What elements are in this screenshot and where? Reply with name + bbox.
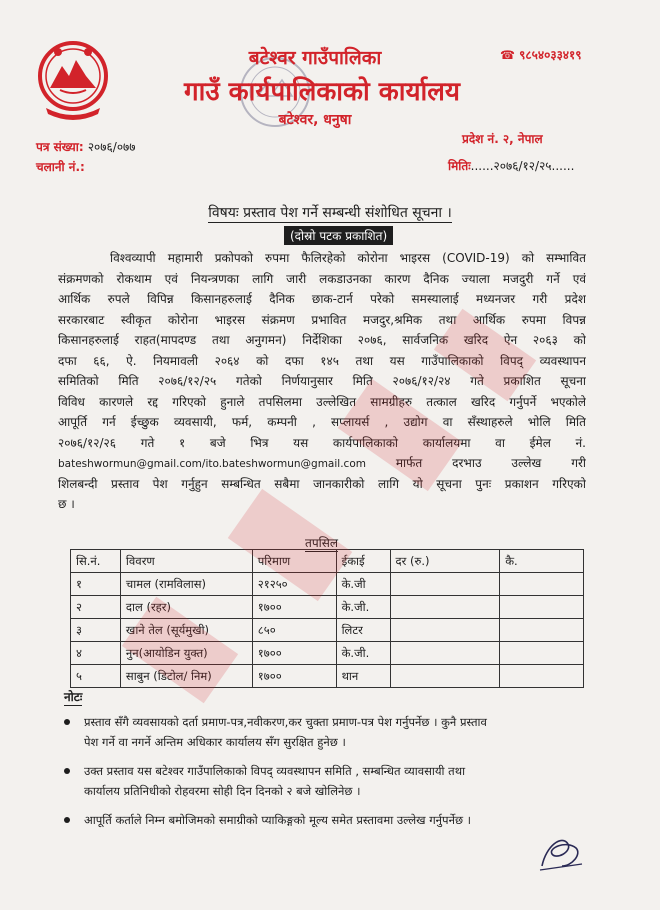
cell-description: साबुन (डिटोल/ निम) <box>120 665 252 688</box>
body-line: समितिको मिति २०७६/१२/२५ गतेको निर्णयानुसार मिति २०७६/१२/२४ गते प्रकाशित सूचना <box>58 374 586 388</box>
col-header-description: विवरण <box>120 550 252 573</box>
body-line: छ । <box>58 497 75 511</box>
notes-label: नोटः <box>64 690 83 704</box>
col-header-quantity: परिमाण <box>252 550 336 573</box>
cell-remarks <box>500 596 584 619</box>
subject-text: विषयः प्रस्ताव पेश गर्ने सम्बन्धी संशोधित सूचना । <box>208 205 452 221</box>
cell-quantity: १७०० <box>252 642 336 665</box>
cell-remarks <box>500 642 584 665</box>
patra-sankhya <box>36 138 136 155</box>
municipality-name: बटेश्वर गाउँपालिका <box>248 47 382 69</box>
cell-quantity: २१२५० <box>252 573 336 596</box>
items-table <box>70 549 584 688</box>
cell-serial: १ <box>71 573 121 596</box>
cell-serial: २ <box>71 596 121 619</box>
table-row <box>71 573 584 596</box>
cell-unit: के.जी. <box>336 596 390 619</box>
note-item <box>62 712 582 752</box>
cell-rate <box>390 619 500 642</box>
table-row <box>71 596 584 619</box>
cell-unit: लिटर <box>336 619 390 642</box>
col-header-serial: सि.नं. <box>71 550 121 573</box>
body-line: आपूर्ति गर्न ईच्छुक व्यवसायी, फर्म, कम्पनी , सप्लायर्स , उद्योग वा सँस्थाहरुले भोलि मिति <box>58 415 586 429</box>
chalani-label: चलानी नं.: <box>36 160 85 174</box>
cell-rate <box>390 642 500 665</box>
miti-label: मितिः <box>448 159 471 173</box>
bullet-icon <box>64 719 70 725</box>
office-name: गाउँ कार्यपालिकाको कार्यालय <box>184 77 460 107</box>
cell-remarks <box>500 665 584 688</box>
cell-unit: के.जी <box>336 573 390 596</box>
cell-remarks <box>500 619 584 642</box>
cell-description: खाने तेल (सूर्यमुखी) <box>120 619 252 642</box>
date <box>448 157 574 174</box>
body-line: २०७६/१२/२६ गते १ बजे भित्र यस कार्यपालिकाको कार्यालयमा वा ईमेल नं. <box>58 435 586 450</box>
note-line: पेश गर्ने वा नगर्ने अन्तिम अधिकार कार्यालय सँग सुरक्षित हुनेछ । <box>84 735 346 749</box>
patra-value: २०७६/०७७ <box>87 140 136 154</box>
cell-quantity: १७०० <box>252 665 336 688</box>
cell-rate <box>390 596 500 619</box>
body-line: किसानहरुलाई राहत(मापदण्ड तथा अनुगमन) निर्देशिका २०७६, सार्वजनिक खरिद ऐन २०६३ को <box>58 333 586 347</box>
notes-list <box>62 712 582 839</box>
email-addresses: bateshwormun@gmail.com/ito.bateshwormun@gmail.com <box>58 458 366 470</box>
patra-label: पत्र संख्या: <box>36 140 84 154</box>
col-header-unit: ईकाई <box>336 550 390 573</box>
table-caption: तपसिल <box>305 536 339 550</box>
cell-quantity: ८५० <box>252 619 336 642</box>
note-item <box>62 761 582 801</box>
cell-description: नुन(आयोडिन युक्त) <box>120 642 252 665</box>
cell-description: दाल (रहर) <box>120 596 252 619</box>
province-name: प्रदेश नं. २, नेपाल <box>462 132 543 146</box>
body-line-email <box>58 453 586 474</box>
cell-unit: थान <box>336 665 390 688</box>
bullet-icon <box>64 768 70 774</box>
body-line: विश्वव्यापी महामारी प्रकोपको रुपमा फैलिरहेको कोरोना भाइरस (COVID-19) को सम्भावित <box>110 251 586 265</box>
notice-body <box>58 248 586 515</box>
body-line: सरकारबाट स्वीकृत कोरोना भाइरस संक्रमण प्रभावित मजदुर,श्रमिक तथा आर्थिक रुपमा विपन्न <box>58 312 586 327</box>
bullet-icon <box>64 817 70 823</box>
cell-rate <box>390 573 500 596</box>
cell-serial: ३ <box>71 619 121 642</box>
note-line: प्रस्ताव सँगै व्यवसायको दर्ता प्रमाण-पत्र,नवीकरण,कर चुक्ता प्रमाण-पत्र पेश गर्नुपर्नेछ । कुनै प्रस्ताव <box>84 715 487 729</box>
col-header-remarks: कै. <box>500 550 584 573</box>
body-line: संक्रमणको रोकथाम एवं नियन्त्रणका लागि जारी लकडाउनका कारण दैनिक ज्याला मजदुरी गर्ने एवं <box>58 271 586 286</box>
cell-serial: ५ <box>71 665 121 688</box>
publication-note: (दोस्रो पटक प्रकाशित) <box>284 226 393 245</box>
cell-unit: के.जी. <box>336 642 390 665</box>
table-row <box>71 642 584 665</box>
phone-number: ☎ ९८५४०३३४१९ <box>500 48 582 62</box>
subject-line <box>0 203 660 222</box>
cell-description: चामल (रामविलास) <box>120 573 252 596</box>
cell-quantity: १७०० <box>252 596 336 619</box>
cell-rate <box>390 665 500 688</box>
body-line: शिलबन्दी प्रस्ताव पेश गर्नुहुन सम्बन्धित सबैमा जानकारीको लागि यो सूचना पुनः प्रकाशन गरिएको <box>58 476 586 491</box>
note-item <box>62 810 582 830</box>
email-line-rest: मार्फत दरभाउ उल्लेख गरी <box>395 456 586 470</box>
table-row <box>71 619 584 642</box>
signature-icon <box>532 826 588 878</box>
nepal-emblem-icon <box>38 36 108 124</box>
body-line: आर्थिक रुपले विपिन्न किसानहरुलाई दैनिक छाक-टार्न परेको समस्यालाई मध्यनजर गरी प्रदेश <box>58 292 586 306</box>
body-line: दफा ६६, ऐ. नियमावली २०६४ को दफा १४५ तथा यस गाउँपालिकाको विपद् व्यवस्थापन <box>58 353 586 368</box>
table-row <box>71 665 584 688</box>
col-header-rate: दर (रु.) <box>390 550 500 573</box>
cell-serial: ४ <box>71 642 121 665</box>
table-header-row <box>71 550 584 573</box>
note-line: आपूर्ति कर्ताले निम्न बमोजिमको समाग्रीको प्याकिङ्गको मूल्य समेत प्रस्तावमा उल्लेख गर्नुपर्नेछ । <box>84 813 472 827</box>
note-line: कार्यालय प्रतिनिधीको रोहवरमा सोही दिन दिनको २ बजे खोलिनेछ । <box>84 784 361 798</box>
body-line: विविध कारणले रद्द गरिएको हुनाले तपसिलमा उल्लेखित सामग्रीहरु तत्काल खरिद गर्नुपर्ने भएकोले <box>58 394 586 409</box>
district-name: बटेश्वर, धनुषा <box>278 112 352 128</box>
chalani-number <box>36 158 85 175</box>
note-line: उक्त प्रस्ताव यस बटेश्वर गाउँपालिकाको विपद् व्यवस्थापन समिति , सम्बन्धित व्यावसायी तथा <box>84 764 466 778</box>
cell-remarks <box>500 573 584 596</box>
miti-value: ......२०७६/१२/२५...... <box>470 159 575 173</box>
